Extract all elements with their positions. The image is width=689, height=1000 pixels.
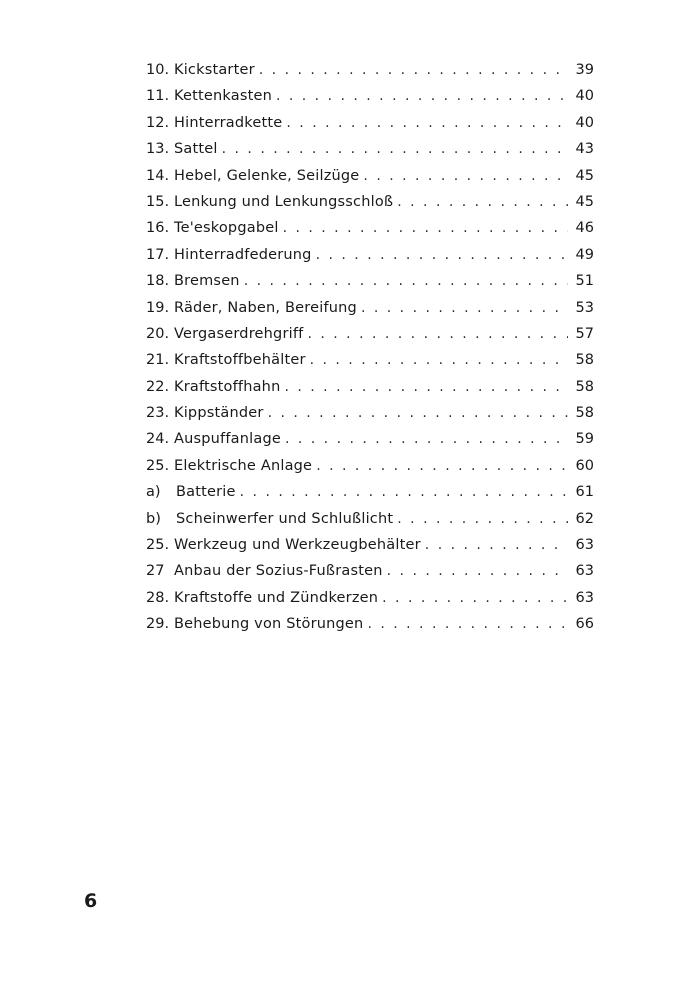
toc-entry-number: 19. xyxy=(146,299,170,316)
toc-entry-number: 27 xyxy=(146,563,165,580)
toc-entry-page: 53 xyxy=(575,299,594,316)
dot-leader xyxy=(276,88,568,104)
toc-entry-page: 40 xyxy=(575,88,594,105)
dot-leader xyxy=(268,405,568,421)
toc-entry-page: 59 xyxy=(575,431,594,448)
toc-entry xyxy=(146,115,594,141)
toc-entry xyxy=(146,563,594,589)
toc-entry xyxy=(146,458,594,484)
toc-entry xyxy=(146,537,594,563)
toc-entry-title: Auspuffanlage xyxy=(174,431,281,448)
dot-leader xyxy=(425,537,568,553)
dot-leader xyxy=(316,458,568,474)
toc-entry-page: 58 xyxy=(575,405,594,422)
toc-subentry xyxy=(146,511,594,537)
toc-entry-page: 39 xyxy=(575,62,594,78)
dot-leader xyxy=(240,484,568,500)
toc-entry-page: 40 xyxy=(575,114,594,131)
toc-entry xyxy=(146,590,594,616)
toc-entry-page: 61 xyxy=(575,484,594,501)
dot-leader xyxy=(307,326,568,342)
toc-entry-number: 25. xyxy=(146,457,170,474)
toc-entry-number: 22. xyxy=(146,378,170,395)
toc-entry-title: Kettenkasten xyxy=(174,88,272,105)
toc-entry xyxy=(146,431,594,457)
toc-entry-number: 11. xyxy=(146,88,170,105)
toc-entry-number: 28. xyxy=(146,589,170,606)
toc-entry-title: Bremsen xyxy=(174,273,240,290)
toc-entry-page: 63 xyxy=(575,563,594,580)
dot-leader xyxy=(316,247,568,263)
toc-entry-title: Batterie xyxy=(176,484,236,501)
toc-entry-number: 25. xyxy=(146,537,170,554)
dot-leader xyxy=(367,616,568,632)
toc-entry-page: 58 xyxy=(575,378,594,395)
toc-entry-title: Hinterradkette xyxy=(174,114,283,131)
dot-leader xyxy=(286,115,568,131)
toc-entry-title: Sattel xyxy=(174,141,218,158)
dot-leader xyxy=(382,590,568,606)
toc-entry-number: 18. xyxy=(146,273,170,290)
toc-entry-title: Elektrische Anlage xyxy=(174,457,313,474)
toc-entry xyxy=(146,220,594,246)
toc-entry-number: 13. xyxy=(146,141,170,158)
toc-entry-page: 63 xyxy=(575,537,594,554)
toc-entry-number: 20. xyxy=(146,325,170,342)
toc-entry-title: Scheinwerfer und Schlußlicht xyxy=(176,510,394,527)
toc-subentry xyxy=(146,484,594,510)
toc-entry xyxy=(146,352,594,378)
toc-entry-number: 29. xyxy=(146,616,170,633)
toc-entry-page: 46 xyxy=(575,220,594,237)
toc-entry-number: 10. xyxy=(146,62,170,78)
toc-entry xyxy=(146,168,594,194)
toc-entry-page: 62 xyxy=(575,510,594,527)
toc-entry xyxy=(146,62,594,88)
toc-entry xyxy=(146,194,594,220)
page-number: 6 xyxy=(84,890,98,912)
toc-entry xyxy=(146,379,594,405)
toc-entry-title: Hebel, Gelenke, Seilzüge xyxy=(174,167,360,184)
table-of-contents xyxy=(146,62,594,643)
toc-entry-page: 43 xyxy=(575,141,594,158)
toc-entry-title: Kraftstoffhahn xyxy=(174,378,281,395)
toc-entry-page: 60 xyxy=(575,457,594,474)
toc-entry-title: Kippständer xyxy=(174,405,264,422)
toc-entry-page: 57 xyxy=(575,325,594,342)
dot-leader xyxy=(363,168,568,184)
toc-entry xyxy=(146,247,594,273)
toc-entry xyxy=(146,326,594,352)
dot-leader xyxy=(397,194,568,210)
toc-entry-page: 49 xyxy=(575,246,594,263)
toc-entry-page: 63 xyxy=(575,589,594,606)
toc-entry-number: a) xyxy=(146,484,161,501)
toc-entry-number: b) xyxy=(146,510,161,527)
toc-entry xyxy=(146,616,594,642)
dot-leader xyxy=(244,273,568,289)
toc-entry-title: Vergaserdrehgriff xyxy=(174,325,304,342)
toc-entry-title: Kraftstoffbehälter xyxy=(174,352,306,369)
toc-entry-number: 12. xyxy=(146,114,170,131)
dot-leader xyxy=(283,220,568,236)
dot-leader xyxy=(361,300,568,316)
toc-entry-title: Hinterradfederung xyxy=(174,246,312,263)
toc-entry-title: Räder, Naben, Bereifung xyxy=(174,299,357,316)
dot-leader xyxy=(397,511,568,527)
dot-leader xyxy=(222,141,568,157)
toc-entry-title: Behebung von Störungen xyxy=(174,616,364,633)
toc-entry-number: 16. xyxy=(146,220,170,237)
toc-entry-page: 58 xyxy=(575,352,594,369)
dot-leader xyxy=(259,62,568,78)
toc-entry xyxy=(146,273,594,299)
toc-entry-page: 51 xyxy=(575,273,594,290)
toc-entry-number: 17. xyxy=(146,246,170,263)
dot-leader xyxy=(285,431,568,447)
toc-entry-number: 15. xyxy=(146,193,170,210)
toc-entry-title: Anbau der Sozius-Fußrasten xyxy=(174,563,383,580)
toc-entry-number: 24. xyxy=(146,431,170,448)
toc-entry xyxy=(146,405,594,431)
toc-entry-number: 21. xyxy=(146,352,170,369)
dot-leader xyxy=(310,352,568,368)
toc-entry xyxy=(146,300,594,326)
toc-entry-title: Kickstarter xyxy=(174,62,255,78)
toc-entry-page: 66 xyxy=(575,616,594,633)
toc-entry-page: 45 xyxy=(575,193,594,210)
toc-entry-page: 45 xyxy=(575,167,594,184)
toc-entry-title: Werkzeug und Werkzeugbehälter xyxy=(174,537,421,554)
toc-entry-title: Lenkung und Lenkungsschloß xyxy=(174,193,394,210)
dot-leader xyxy=(387,563,568,579)
toc-entry xyxy=(146,88,594,114)
dot-leader xyxy=(284,379,568,395)
toc-entry-title: Te'eskopgabel xyxy=(174,220,279,237)
toc-entry xyxy=(146,141,594,167)
toc-entry-number: 23. xyxy=(146,405,170,422)
toc-entry-number: 14. xyxy=(146,167,170,184)
toc-entry-title: Kraftstoffe und Zündkerzen xyxy=(174,589,379,606)
